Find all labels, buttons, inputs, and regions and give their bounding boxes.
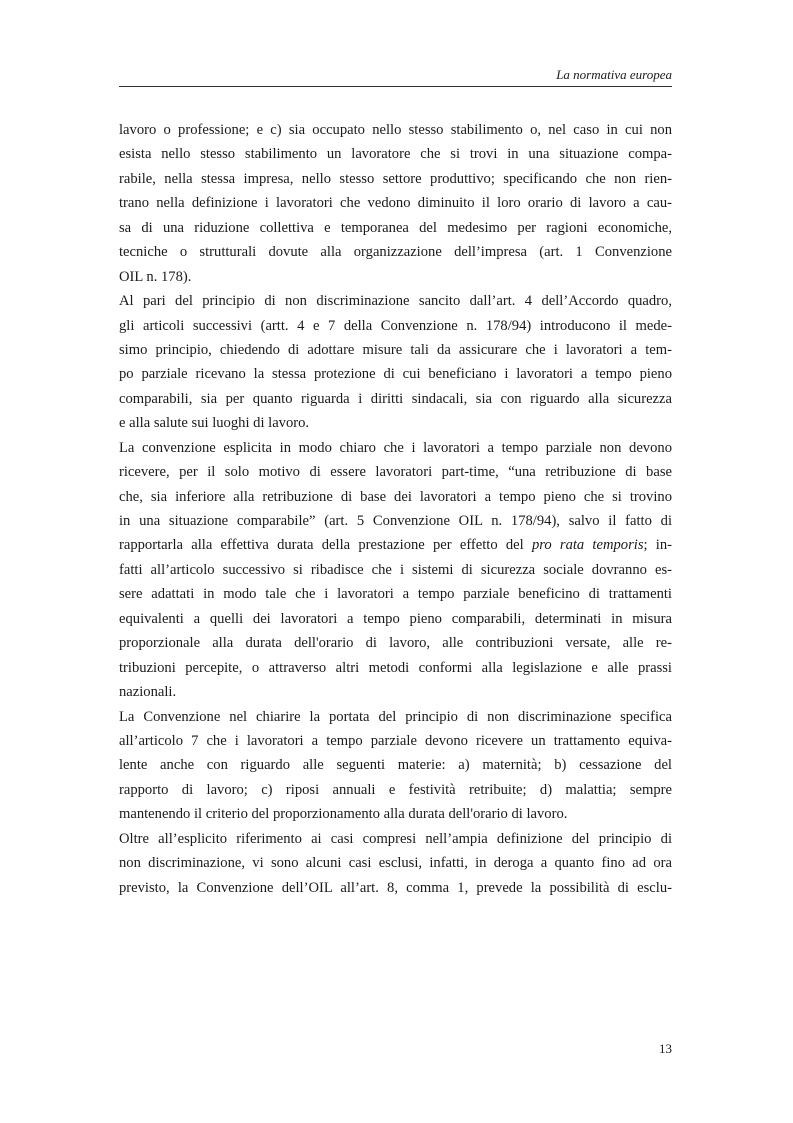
text-line: sere adattati in modo tale che i lavoratori a tempo parziale beneficino di trattamenti — [119, 586, 672, 603]
text-line: trano nella definizione i lavoratori che vedono diminuito il loro orario di lavoro a cau- — [119, 195, 672, 212]
text-line: esista nello stesso stabilimento un lavoratore che si trovi in una situazione compa- — [119, 146, 672, 163]
text-line: nazionali. — [119, 684, 177, 701]
text-line: OIL n. 178). — [119, 268, 192, 285]
text-line: rabile, nella stessa impresa, nello stesso settore produttivo; specificando che non rien- — [119, 170, 672, 187]
text-line: gli articoli successivi (artt. 4 e 7 della Convenzione n. 178/94) introducono il mede- — [119, 317, 672, 334]
text-segment: rapportarla alla effettiva durata della prestazione per effetto del — [119, 537, 532, 554]
text-line: La convenzione esplicita in modo chiaro che i lavoratori a tempo parziale non devono — [119, 439, 672, 456]
running-header: La normativa europea — [556, 67, 672, 82]
text-line: che, sia inferiore alla retribuzione di base dei lavoratori a tempo pieno che si trovino — [119, 488, 672, 505]
text-line: La Convenzione nel chiarire la portata del principio di non discriminazione specifica — [119, 708, 672, 725]
text-line — [119, 533, 672, 557]
text-line: ricevere, per il solo motivo di essere lavoratori part-time, “una retribuzione di base — [119, 464, 672, 481]
page-number: 13 — [659, 1041, 672, 1056]
text-line: simo principio, chiedendo di adottare misure tali da assicurare che i lavoratori a tem- — [119, 341, 672, 358]
text-line: fatti all’articolo successivo si ribadisce che i sistemi di sicurezza sociale dovranno es- — [119, 561, 672, 578]
text-line: comparabili, sia per quanto riguarda i diritti sindacali, sia con riguardo alla sicurezza — [119, 390, 672, 407]
text-line: sa di una riduzione collettiva e temporanea del medesimo per ragioni economiche, — [119, 219, 672, 236]
text-line: previsto, la Convenzione dell’OIL all’art. 8, comma 1, prevede la possibilità di esclu- — [119, 879, 672, 896]
text-line: non discriminazione, vi sono alcuni casi esclusi, infatti, in deroga a quanto fino ad ora — [119, 855, 672, 872]
text-line: equivalenti a quelli dei lavoratori a tempo pieno comparabili, determinati in misura — [119, 610, 672, 627]
text-line: all’articolo 7 che i lavoratori a tempo parziale devono ricevere un trattamento equiva- — [119, 732, 672, 749]
italic-term: pro rata temporis — [531, 537, 644, 554]
text-line: tecniche o strutturali dovute alla organizzazione dell’impresa (art. 1 Convenzione — [119, 244, 672, 261]
text-line: po parziale ricevano la stessa protezione di cui beneficiano i lavoratori a tempo pieno — [119, 366, 672, 383]
text-line: Oltre all’esplicito riferimento ai casi compresi nell’ampia definizione del principio di — [119, 830, 672, 847]
text-line: lavoro o professione; e c) sia occupato nello stesso stabilimento o, nel caso in cui non — [119, 122, 672, 138]
body-text — [119, 118, 672, 900]
text-line: lente anche con riguardo alle seguenti materie: a) maternità; b) cessazione del — [119, 757, 672, 774]
text-line: Al pari del principio di non discriminazione sancito dall’art. 4 dell’Accordo quadro, — [119, 293, 672, 310]
text-segment: ; in- — [643, 537, 672, 554]
text-line: tribuzioni percepite, o attraverso altri metodi conformi alla legislazione e alle prassi — [119, 659, 672, 676]
text-line: e alla salute sui luoghi di lavoro. — [119, 415, 310, 432]
header-rule — [119, 86, 672, 87]
text-line: rapporto di lavoro; c) riposi annuali e festività retribuite; d) malattia; sempre — [119, 781, 672, 798]
text-line: mantenendo il criterio del proporzionamento alla durata dell'orario di lavoro. — [119, 806, 568, 823]
text-line: proporzionale alla durata dell'orario di lavoro, alle contribuzioni versate, alle re- — [119, 635, 672, 652]
text-line: in una situazione comparabile” (art. 5 Convenzione OIL n. 178/94), salvo il fatto di — [119, 513, 672, 529]
